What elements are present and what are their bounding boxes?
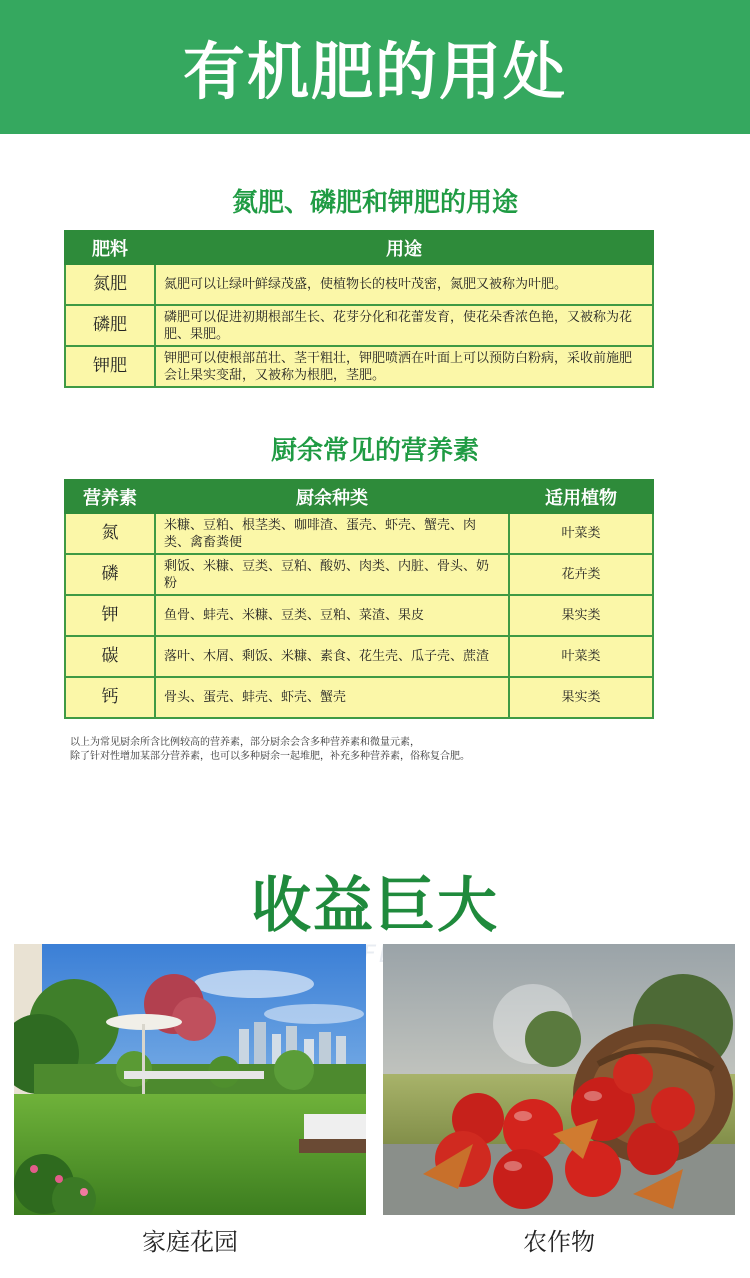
section1-title: 氮肥、磷肥和钾肥的用途	[231, 188, 518, 218]
nutrient-name: 钾	[65, 595, 155, 636]
benefits-title: 收益巨大	[251, 871, 499, 941]
waste-kinds: 剩饭、米糠、豆类、豆粕、酸奶、肉类、内脏、骨头、奶粉	[155, 554, 509, 595]
waste-kinds: 米糠、豆粕、根茎类、咖啡渣、蛋壳、虾壳、蟹壳、肉类、禽畜粪便	[155, 513, 509, 554]
column-header: 营养素	[65, 480, 155, 513]
garden-caption: 家庭花园	[142, 1228, 238, 1256]
suitable-plants: 果实类	[509, 677, 653, 718]
crops-photo	[383, 944, 735, 1215]
table-row	[65, 554, 653, 595]
fertilizer-name: 氮肥	[65, 264, 155, 305]
suitable-plants: 花卉类	[509, 554, 653, 595]
table-row	[65, 677, 653, 718]
suitable-plants: 叶菜类	[509, 636, 653, 677]
fertilizer-use: 钾肥可以使根部茁壮、茎干粗壮，钾肥喷洒在叶面上可以预防白粉病，采收前施肥会让果实变甜，又被称为根肥，茎肥。	[155, 346, 653, 387]
nutrient-name: 钙	[65, 677, 155, 718]
column-header: 用途	[155, 231, 653, 264]
kitchen-waste-nutrient-table	[64, 479, 654, 719]
table-row	[65, 595, 653, 636]
column-header: 适用植物	[509, 480, 653, 513]
waste-kinds: 落叶、木屑、剩饭、米糠、素食、花生壳、瓜子壳、蔗渣	[155, 636, 509, 677]
table-row	[65, 264, 653, 305]
crops-caption: 农作物	[523, 1228, 595, 1256]
fertilizer-use: 磷肥可以促进初期根部生长、花芽分化和花蕾发育，使花朵香浓色艳，又被称为花肥、果肥。	[155, 305, 653, 346]
fertilizer-use-table	[64, 230, 654, 388]
nutrient-name: 碳	[65, 636, 155, 677]
footnote	[70, 736, 670, 764]
footnote-line: 以上为常见厨余所含比例较高的营养素，部分厨余会含多种营养素和微量元素，	[70, 737, 420, 748]
table-row	[65, 305, 653, 346]
fertilizer-name: 钾肥	[65, 346, 155, 387]
table-row	[65, 513, 653, 554]
fertilizer-name: 磷肥	[65, 305, 155, 346]
section2-title: 厨余常见的营养素	[270, 436, 479, 466]
fertilizer-use: 氮肥可以让绿叶鲜绿茂盛，使植物长的枝叶茂密，氮肥又被称为叶肥。	[155, 264, 653, 305]
table-header-row	[65, 480, 653, 513]
table-header-row	[65, 231, 653, 264]
waste-kinds: 骨头、蛋壳、蚌壳、虾壳、蟹壳	[155, 677, 509, 718]
waste-kinds: 鱼骨、蚌壳、米糠、豆类、豆粕、菜渣、果皮	[155, 595, 509, 636]
nutrient-name: 磷	[65, 554, 155, 595]
suitable-plants: 叶菜类	[509, 513, 653, 554]
garden-photo	[14, 944, 366, 1215]
nutrient-name: 氮	[65, 513, 155, 554]
column-header: 肥料	[65, 231, 155, 264]
footnote-line: 除了针对性增加某部分营养素，也可以多种厨余一起堆肥，补充多种营养素，俗称复合肥。	[70, 751, 470, 762]
column-header: 厨余种类	[155, 480, 509, 513]
page-title: 有机肥的用处	[182, 35, 567, 108]
suitable-plants: 果实类	[509, 595, 653, 636]
table-row	[65, 346, 653, 387]
table-row	[65, 636, 653, 677]
